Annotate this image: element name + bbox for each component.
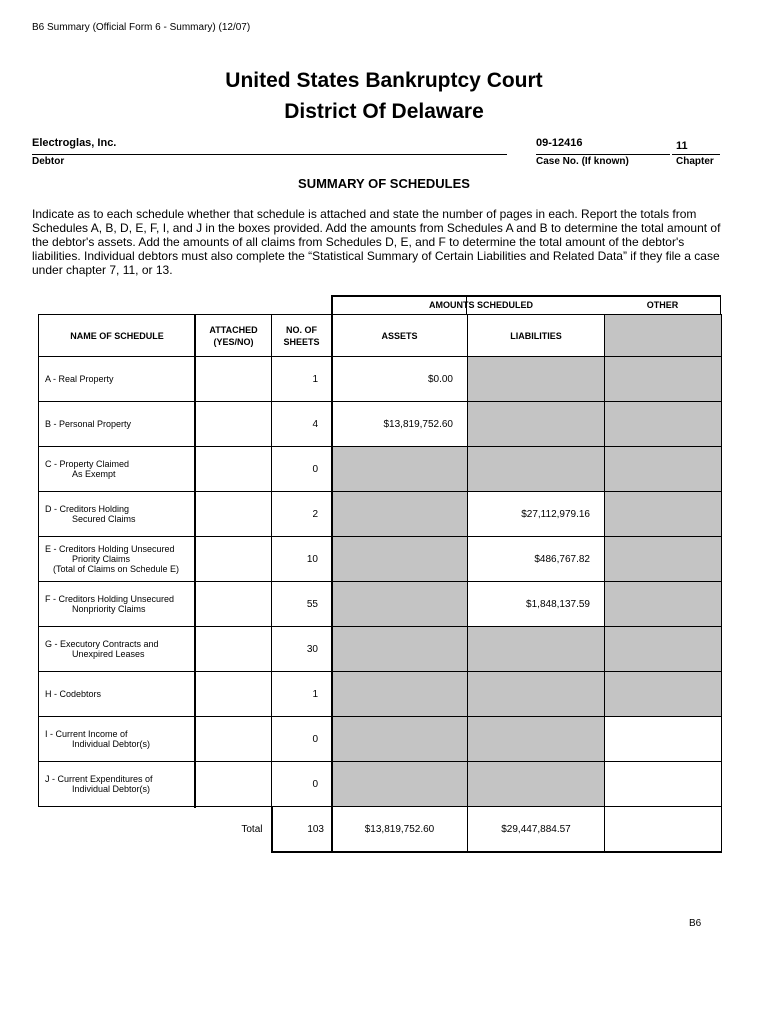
assets-cell: $0.00	[332, 357, 468, 402]
liabilities-cell	[468, 402, 605, 447]
total-label: Total	[196, 807, 272, 853]
assets-cell	[332, 537, 468, 582]
total-spacer	[39, 807, 196, 853]
sheets-cell: 0	[272, 447, 332, 492]
schedule-name: B - Personal Property	[39, 402, 196, 447]
table-row	[39, 537, 722, 582]
schedule-name: G - Executory Contracts and Unexpired Leases	[39, 627, 196, 672]
case-label: Case No. (If known)	[536, 156, 629, 167]
attached-cell	[196, 762, 272, 807]
case-line	[536, 154, 670, 155]
schedule-name: A - Real Property	[39, 357, 196, 402]
assets-cell: $13,819,752.60	[332, 402, 468, 447]
other-cell	[605, 717, 722, 762]
other-cell	[605, 672, 722, 717]
total-liabilities: $29,447,884.57	[468, 807, 605, 853]
attached-cell	[196, 717, 272, 762]
amounts-column-rule	[331, 295, 333, 853]
sheets-cell: 1	[272, 672, 332, 717]
schedule-name: J - Current Expenditures of Individual Debtor(s)	[39, 762, 196, 807]
other-cell	[605, 357, 722, 402]
assets-cell	[332, 672, 468, 717]
liabilities-cell: $486,767.82	[468, 537, 605, 582]
other-cell	[605, 762, 722, 807]
form-identifier: B6 Summary (Official Form 6 - Summary) (12/07)	[32, 22, 251, 33]
header-sheets: NO. OF SHEETS	[272, 315, 332, 357]
sheets-cell: 0	[272, 717, 332, 762]
other-cell	[605, 492, 722, 537]
schedules-table	[38, 314, 722, 853]
attached-cell	[196, 447, 272, 492]
table-row	[39, 627, 722, 672]
debtor-label: Debtor	[32, 156, 65, 167]
summary-title: SUMMARY OF SCHEDULES	[298, 176, 470, 191]
sheets-cell: 4	[272, 402, 332, 447]
attached-cell	[196, 492, 272, 537]
assets-cell	[332, 582, 468, 627]
chapter-label: Chapter	[676, 156, 714, 167]
attached-cell	[196, 537, 272, 582]
liabilities-cell: $27,112,979.16	[468, 492, 605, 537]
liabilities-cell	[468, 672, 605, 717]
schedule-name: E - Creditors Holding Unsecured Priority Claims (Total of Claims on Schedule E)	[39, 537, 196, 582]
other-cell	[605, 582, 722, 627]
attached-cell	[196, 672, 272, 717]
sheets-cell: 10	[272, 537, 332, 582]
attached-column-rule	[194, 314, 196, 808]
attached-cell	[196, 402, 272, 447]
assets-cell	[332, 447, 468, 492]
total-row	[39, 807, 722, 853]
attached-cell	[196, 627, 272, 672]
chapter-number: 11	[676, 140, 688, 152]
liabilities-cell: $1,848,137.59	[468, 582, 605, 627]
header-other	[605, 315, 722, 357]
sheets-cell: 0	[272, 762, 332, 807]
court-district: District Of Delaware	[284, 100, 484, 123]
table-row	[39, 717, 722, 762]
table-header-row	[39, 315, 722, 357]
total-sheets: 103	[272, 807, 332, 853]
assets-cell	[332, 492, 468, 537]
other-cell	[605, 627, 722, 672]
other-cell	[605, 402, 722, 447]
header-attached: ATTACHED (YES/NO)	[196, 315, 272, 357]
liabilities-cell	[468, 627, 605, 672]
liabilities-cell	[468, 447, 605, 492]
amounts-scheduled-label: AMOUNTS SCHEDULED	[428, 300, 533, 310]
total-assets: $13,819,752.60	[332, 807, 468, 853]
table-row	[39, 492, 722, 537]
chapter-line	[672, 154, 720, 155]
sheets-cell: 1	[272, 357, 332, 402]
header-assets: ASSETS	[332, 315, 468, 357]
liabilities-cell	[468, 357, 605, 402]
schedule-name: F - Creditors Holding Unsecured Nonpriority Claims	[39, 582, 196, 627]
header-name: NAME OF SCHEDULE	[39, 315, 196, 357]
assets-cell	[332, 627, 468, 672]
table-row	[39, 357, 722, 402]
debtor-name: Electroglas, Inc.	[32, 137, 117, 149]
other-cell	[605, 447, 722, 492]
attached-cell	[196, 582, 272, 627]
attached-cell	[196, 357, 272, 402]
sheets-cell: 55	[272, 582, 332, 627]
table-row	[39, 402, 722, 447]
other-label: OTHER	[646, 300, 679, 310]
debtor-line	[32, 154, 507, 155]
liabilities-cell	[468, 717, 605, 762]
sheets-cell: 30	[272, 627, 332, 672]
assets-cell	[332, 717, 468, 762]
schedule-name: I - Current Income of Individual Debtor(s)	[39, 717, 196, 762]
header-liabilities: LIABILITIES	[468, 315, 605, 357]
table-row	[39, 672, 722, 717]
case-number: 09-12416	[536, 137, 583, 149]
court-name: United States Bankruptcy Court	[225, 69, 543, 92]
schedule-name: C - Property Claimed As Exempt	[39, 447, 196, 492]
instructions-paragraph: Indicate as to each schedule whether that schedule is attached and state the number of pages in each. Report the totals from Schedules A, B, D, E, F, I, and J in the boxes provided. Add the amounts from Schedules A and B to determine the total amount of the debtor's assets. Add the amounts of all claims from Schedules D, E, and F to determine the total amount of the debtor's liabilities. Individual debtors must also complete the “Statistical Summary of Certain Liabilities and Related Data” if they file a case under chapter 7, 11, or 13.	[32, 207, 721, 277]
other-cell	[605, 537, 722, 582]
schedule-name: H - Codebtors	[39, 672, 196, 717]
liabilities-cell	[468, 762, 605, 807]
table-row	[39, 447, 722, 492]
assets-cell	[332, 762, 468, 807]
table-row	[39, 762, 722, 807]
table-row	[39, 582, 722, 627]
schedule-name: D - Creditors Holding Secured Claims	[39, 492, 196, 537]
sheets-cell: 2	[272, 492, 332, 537]
footer-form-code: B6	[689, 918, 702, 929]
total-other	[605, 807, 722, 853]
